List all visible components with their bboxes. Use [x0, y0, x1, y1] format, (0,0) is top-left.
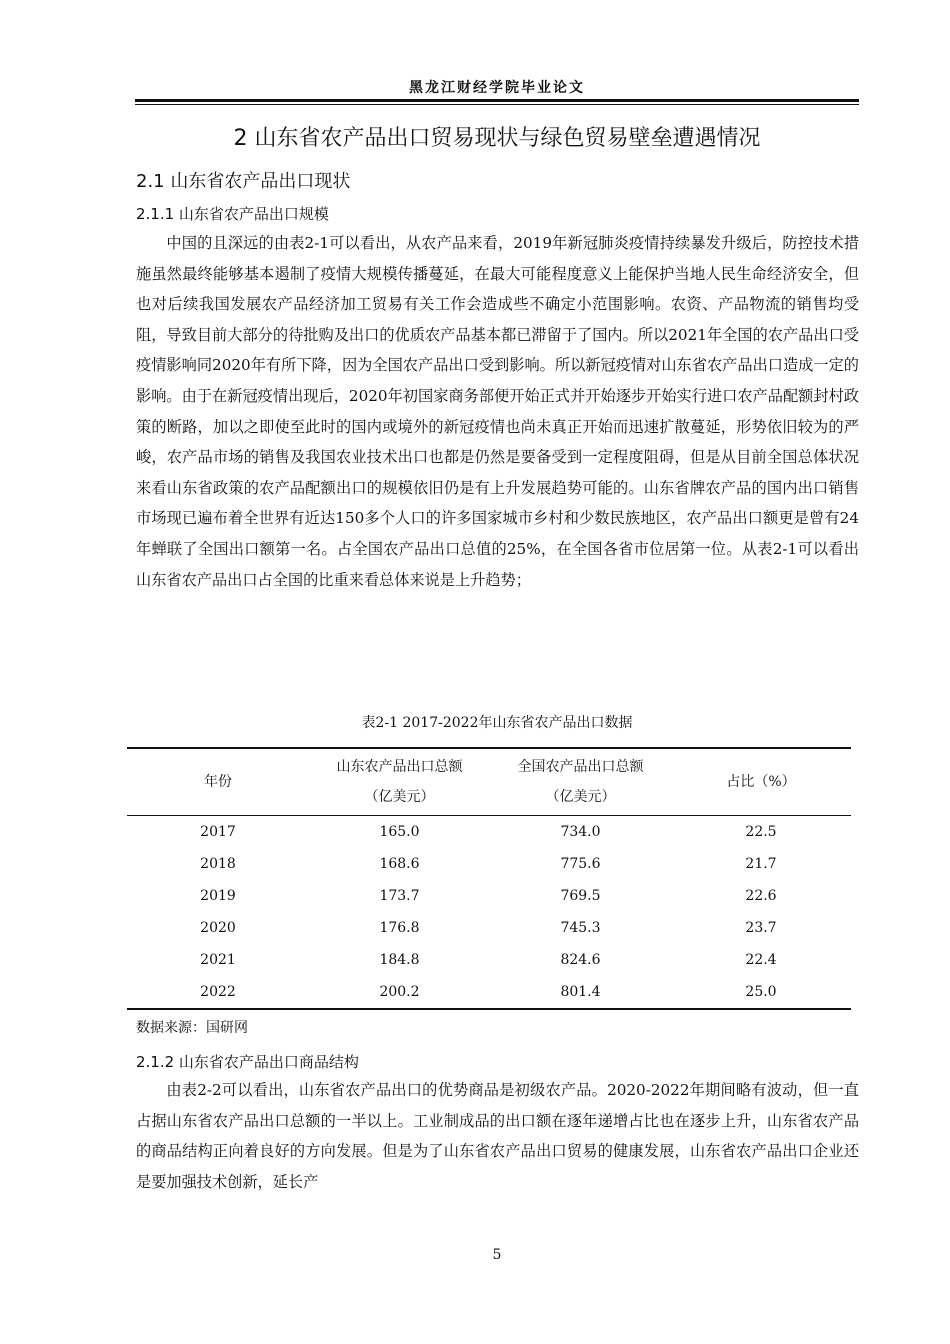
cell-year: 2021 [200, 952, 236, 968]
header-rule-thick [135, 99, 859, 102]
cell-shandong: 165.0 [379, 824, 420, 840]
table-row [127, 816, 851, 849]
cell-share: 22.5 [745, 824, 777, 840]
table-row [127, 912, 851, 944]
cell-shandong: 176.8 [379, 920, 420, 936]
header-year: 年份 [127, 748, 309, 816]
cell-national: 801.4 [560, 984, 601, 1000]
cell-year: 2019 [200, 888, 236, 904]
table-header-row [127, 748, 851, 816]
cell-national: 775.6 [560, 856, 601, 872]
cell-shandong: 173.7 [379, 888, 420, 904]
table-source-note: 数据来源：国研网 [136, 1020, 248, 1036]
running-header: 黑龙江财经学院毕业论文 [409, 80, 585, 96]
chapter-title: 2 山东省农产品出口贸易现状与绿色贸易壁垒遭遇情况 [233, 126, 761, 151]
cell-share: 21.7 [745, 856, 777, 872]
cell-share: 23.7 [745, 920, 777, 936]
header-rule-thin [135, 104, 859, 105]
header-shandong-export: 山东农产品出口总额 （亿美元） [309, 748, 490, 816]
table-row [127, 880, 851, 912]
cell-national: 824.6 [560, 952, 601, 968]
section-heading-2-1-2: 2.1.2 山东省农产品出口商品结构 [136, 1053, 359, 1071]
cell-national: 769.5 [560, 888, 601, 904]
cell-shandong: 184.8 [379, 952, 420, 968]
cell-shandong: 168.6 [379, 856, 420, 872]
cell-year: 2017 [200, 824, 236, 840]
section-heading-2-1-1: 2.1.1 山东省农产品出口规模 [136, 205, 329, 223]
cell-share: 22.4 [745, 952, 777, 968]
header-national-export: 全国农产品出口总额 （亿美元） [490, 748, 671, 816]
table-caption: 表2-1 2017-2022年山东省农产品出口数据 [361, 715, 633, 731]
body-paragraph-commodity-structure: 由表2-2可以看出，山东省农产品出口的优势商品是初级农产品。2020-2022年期间略有波动，但一直占据山东省农产品出口总额的一半以上。工业制成品的出口额在逐年递增占比也在逐步上升，山东省农产品的商品结构正向着良好的方向发展。但是为了山东省农产品出口贸易的健康发展，山东省农产品出口企业还是要加强技术创新，延长产 [136, 1081, 859, 1191]
cell-year: 2022 [200, 984, 236, 1000]
page-number: 5 [492, 1247, 502, 1263]
cell-national: 745.3 [560, 920, 601, 936]
cell-share: 22.6 [745, 888, 777, 904]
section-heading-2-1: 2.1 山东省农产品出口现状 [136, 171, 351, 192]
cell-national: 734.0 [560, 824, 601, 840]
table-row [127, 848, 851, 880]
table-row [127, 976, 851, 1009]
table-row [127, 944, 851, 976]
header-share: 占比（%） [671, 748, 851, 816]
export-data-table [127, 747, 851, 1010]
cell-share: 25.0 [745, 984, 777, 1000]
body-paragraph-export-scale: 中国的且深远的由表2-1可以看出，从农产品来看，2019年新冠肺炎疫情持续暴发升级后，防控技术措施虽然最终能够基本遏制了疫情大规模传播蔓延，在最大可能程度意义上能保护当地人民生命经济安全，但也对后续我国发展农产品经济加工贸易有关工作会造成些不确定小范围影响。农资、产品物流的销售均受阻，导致目前大部分的待批购及出口的优质农产品基本都已滞留于了国内。所以2021年全国的农产品出口受疫情影响同2020年有所下降，因为全国农产品出口受到影响。所以新冠疫情对山东省农产品出口造成一定的影响。由于在新冠疫情出现后，2020年初国家商务部便开始正式并开始逐步开始实行进口农产品配额封村政策的断路，加以之即使至此时的国内或境外的新冠疫情也尚未真正开始而迅速扩散蔓延，形势依旧较为的严峻，农产品市场的销售及我国农业技术出口也都是仍然是要备受到一定程度阻碍，但是从目前全国总体状况来看山东省政策的农产品配额出口的规模依旧仍是有上升发展趋势可能的。山东省牌农产品的国内出口销售市场现已遍布着全世界有近达150多个人口的许多国家城市乡村和少数民族地区，农产品出口额更是曾有24年蝉联了全国出口额第一名。占全国农产品出口总值的25%，在全国各省市位居第一位。从表2-1可以看出山东省农产品出口占全国的比重来看总体来说是上升趋势； [136, 234, 859, 589]
cell-year: 2020 [200, 920, 236, 936]
cell-shandong: 200.2 [379, 984, 420, 1000]
cell-year: 2018 [200, 856, 236, 872]
